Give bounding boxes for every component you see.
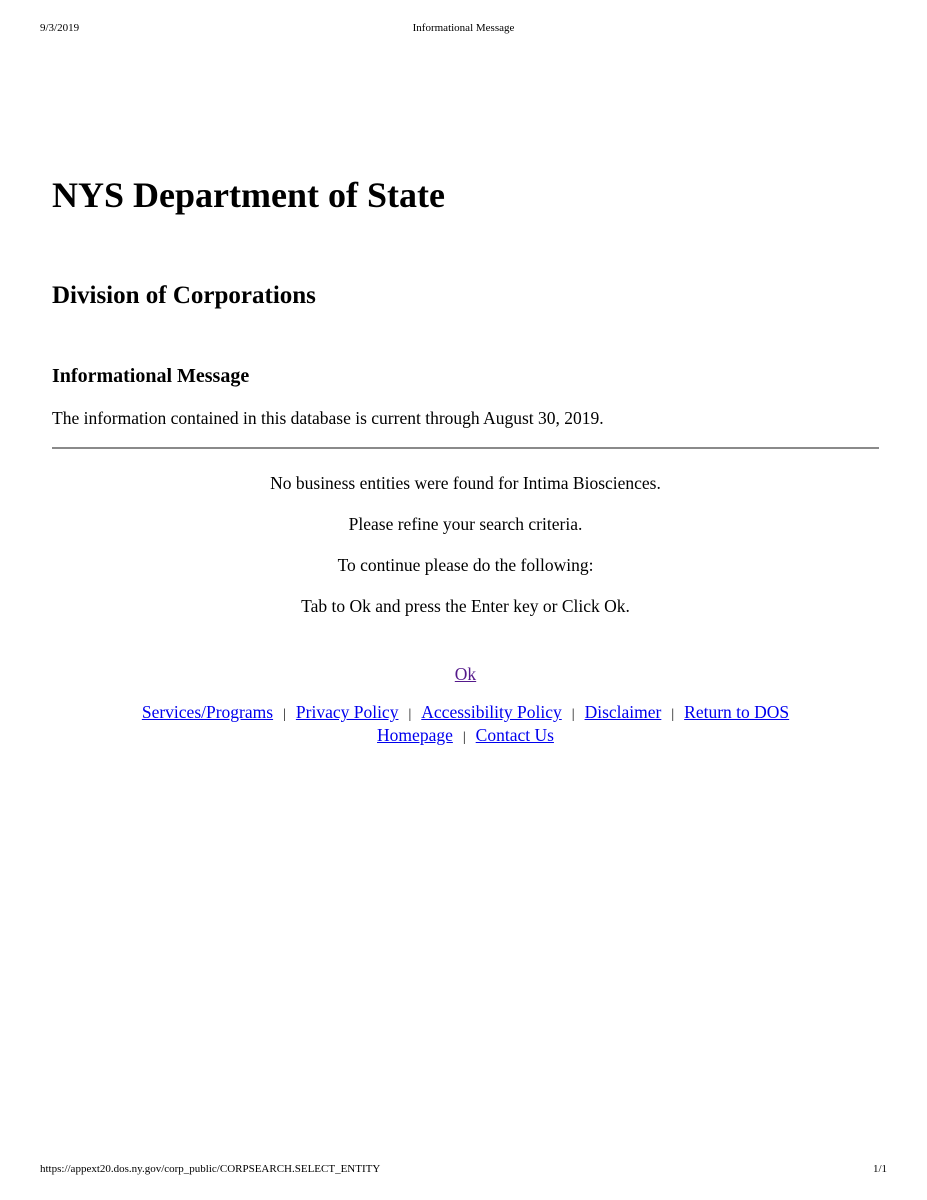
link-separator: | bbox=[571, 707, 575, 722]
print-header bbox=[40, 22, 887, 38]
link-separator: | bbox=[462, 730, 466, 745]
no-results-message: No business entities were found for Intima Biosciences. bbox=[270, 473, 661, 493]
print-title: Informational Message bbox=[412, 22, 515, 34]
privacy-policy-link[interactable]: Privacy Policy bbox=[295, 702, 399, 722]
print-page-number: 1/1 bbox=[872, 1163, 887, 1175]
page-title: NYS Department of State bbox=[52, 175, 445, 215]
link-separator: | bbox=[283, 707, 286, 722]
message-block bbox=[52, 471, 879, 686]
contact-us-link[interactable]: Contact Us bbox=[475, 725, 554, 745]
main-content bbox=[52, 170, 879, 748]
print-date: 9/3/2019 bbox=[40, 22, 80, 34]
link-separator: | bbox=[408, 707, 412, 722]
link-separator: | bbox=[671, 707, 675, 722]
database-currency-text: The information contained in this database is current through August 30, 2019. bbox=[52, 408, 604, 428]
return-to-dos-homepage-link[interactable]: Return to DOS Homepage bbox=[377, 702, 790, 745]
division-heading: Division of Corporations bbox=[52, 282, 316, 309]
services-programs-link[interactable]: Services/Programs bbox=[141, 702, 274, 722]
instruction-message: Tab to Ok and press the Enter key or Click Ok. bbox=[301, 596, 630, 616]
divider bbox=[52, 447, 879, 449]
print-footer bbox=[40, 1163, 887, 1179]
print-url: https://appext20.dos.ny.gov/corp_public/CORPSEARCH.SELECT_ENTITY bbox=[40, 1163, 381, 1175]
refine-message: Please refine your search criteria. bbox=[348, 514, 583, 534]
ok-link[interactable]: Ok bbox=[454, 664, 477, 684]
accessibility-policy-link[interactable]: Accessibility Policy bbox=[421, 702, 562, 722]
footer-links bbox=[106, 702, 826, 748]
continue-message: To continue please do the following: bbox=[337, 555, 594, 575]
disclaimer-link[interactable]: Disclaimer bbox=[584, 702, 662, 722]
section-heading: Informational Message bbox=[52, 365, 250, 387]
